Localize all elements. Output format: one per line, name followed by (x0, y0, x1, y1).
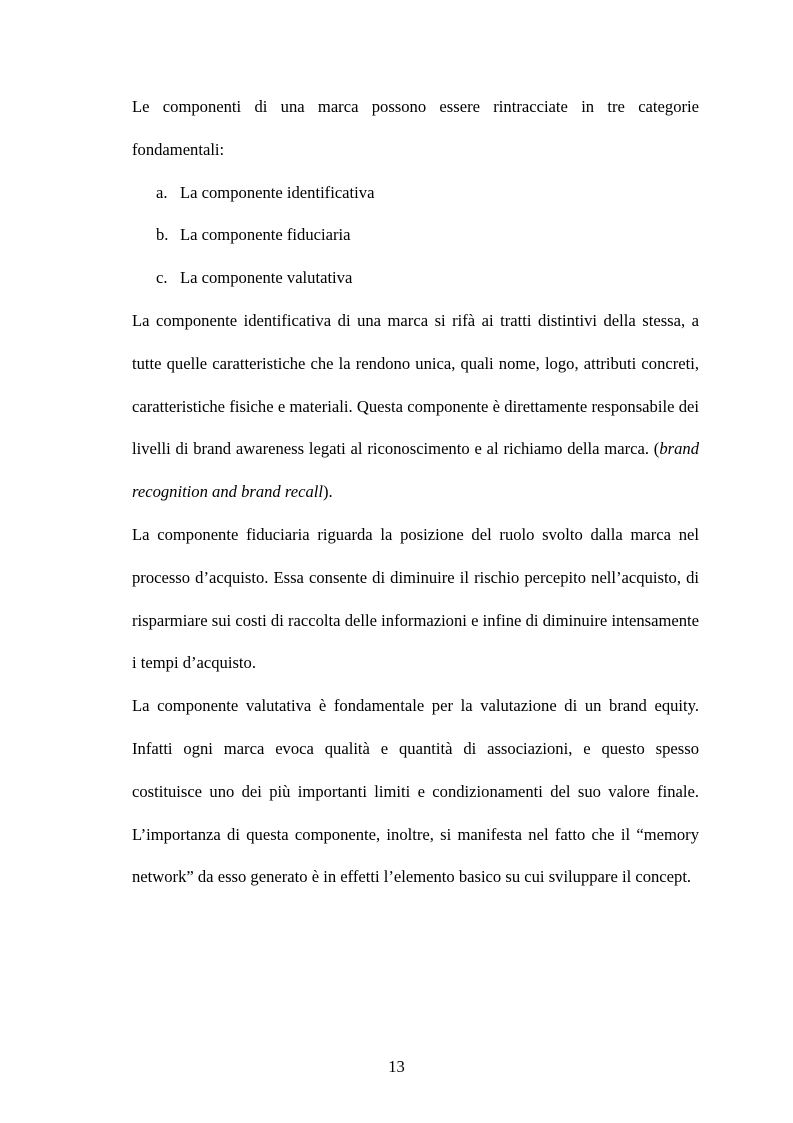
paragraph-fiduciaria: La componente fiduciaria riguarda la posizione del ruolo svolto dalla marca nel processo d’acquisto. Essa consente di diminuire il rischio percepito nell’acquisto, di risparmiare sui costi di raccolta delle informazioni e infine di diminuire intensamente i tempi d’acquisto. (132, 524, 699, 673)
page-number: 13 (388, 1057, 405, 1076)
list-marker: c. (156, 268, 168, 288)
list-item (132, 172, 699, 215)
paragraph-identificativa-after: ). (322, 482, 333, 502)
component-list (132, 172, 699, 300)
list-item (132, 257, 699, 300)
paragraph-identificativa (132, 300, 699, 514)
paragraph-identificativa-italic: brand recognition and brand recall (132, 439, 699, 502)
intro-paragraph: Le componenti di una marca possono essere rintracciate in tre categorie fondamentali: (132, 97, 699, 159)
paragraph-valutativa: La componente valutativa è fondamentale per la valutazione di un brand equity. Infatti ogni marca evoca qualità e quantità di associazioni, e questo spesso costituisce uno dei più importanti limiti e condizionamenti del suo valore finale. L’importanza di questa componente, inoltre, si manifesta nel fatto che il “memory network” da esso generato è in effetti l’elemento basico su cui sviluppare il concept. (132, 696, 699, 887)
list-item-text: La componente valutativa (180, 268, 353, 288)
list-item-text: La componente identificativa (180, 182, 375, 202)
list-item (132, 214, 699, 257)
paragraph-identificativa-text: La componente identificativa di una marca si rifà ai tratti distintivi della stessa, a tutte quelle caratteristiche che la rendono unica, quali nome, logo, attributi concreti, caratteristiche fisiche e materiali. Questa componente è direttamente responsabile dei livelli di brand awareness legati al riconoscimento e al richiamo della marca. ( (132, 310, 699, 459)
list-marker: a. (156, 182, 168, 202)
list-item-text: La componente fiduciaria (180, 225, 351, 245)
list-marker: b. (156, 225, 169, 245)
document-body (132, 86, 699, 899)
